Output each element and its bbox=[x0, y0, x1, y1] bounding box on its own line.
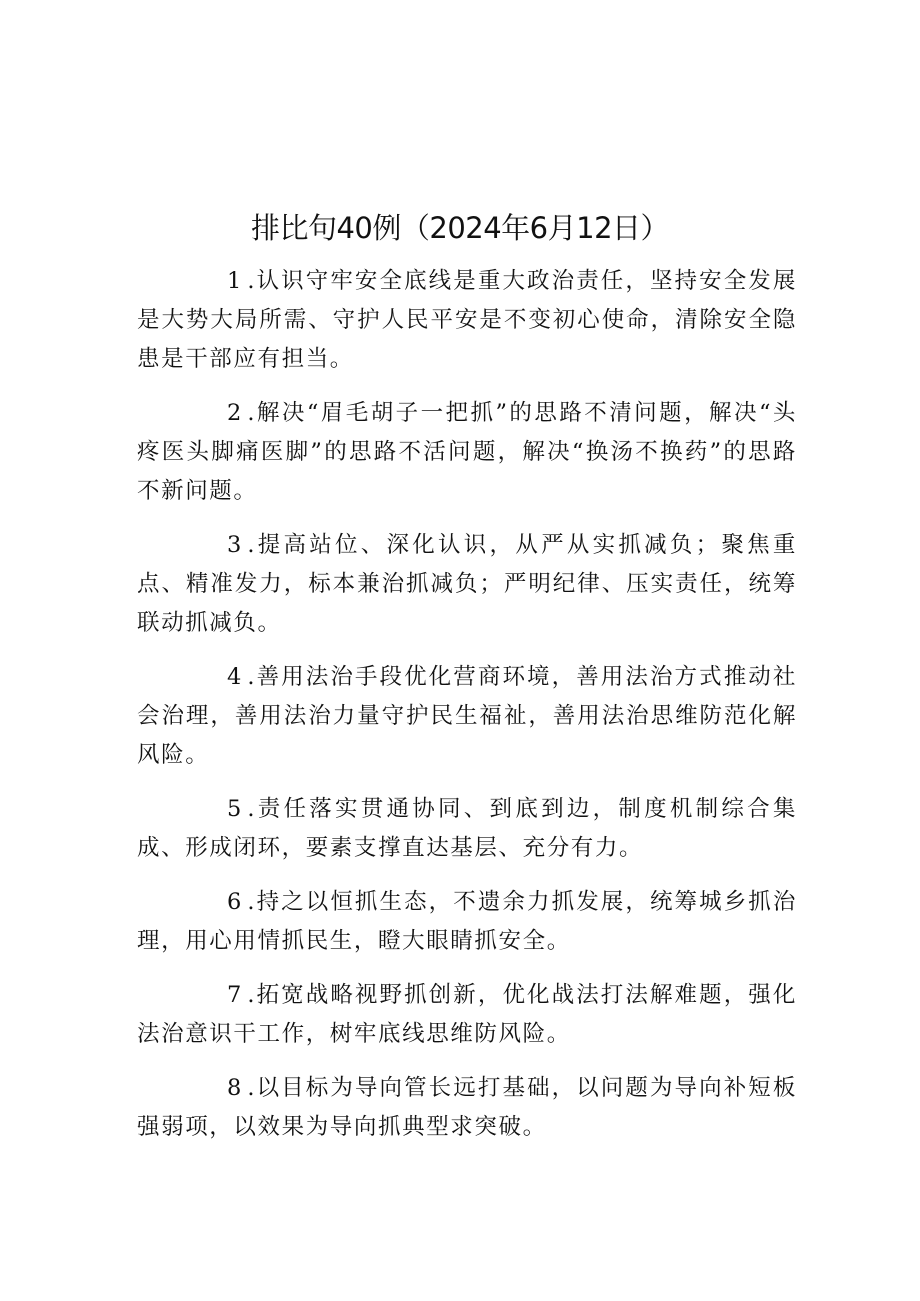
list-item bbox=[137, 262, 797, 379]
document-title: 排比句40例（2024年6月12日） bbox=[250, 211, 670, 245]
list-item bbox=[137, 976, 797, 1054]
item-text: .认识守牢安全底线是重大政治责任，坚持安全发展是大势大局所需、守护人民平安是不变初心使命，清除安全隐患是干部应有担当。 bbox=[137, 268, 797, 372]
list-item bbox=[137, 394, 797, 511]
list-item bbox=[137, 1069, 797, 1147]
item-text: .责任落实贯通协同、到底到边，制度机制综合集成、形成闭环，要素支撑直达基层、充分有力。 bbox=[137, 796, 797, 861]
item-number: 2 bbox=[227, 400, 242, 426]
item-list bbox=[137, 262, 797, 1162]
item-number: 1 bbox=[227, 268, 242, 294]
list-item bbox=[137, 883, 797, 961]
item-number: 5 bbox=[227, 796, 242, 822]
item-number: 7 bbox=[227, 982, 242, 1008]
list-item bbox=[137, 790, 797, 868]
item-number: 4 bbox=[227, 664, 242, 690]
item-number: 6 bbox=[227, 889, 242, 915]
item-text: .拓宽战略视野抓创新，优化战法打法解难题，强化法治意识干工作，树牢底线思维防风险。 bbox=[137, 982, 797, 1047]
item-text: .以目标为导向管长远打基础，以问题为导向补短板强弱项，以效果为导向抓典型求突破。 bbox=[137, 1075, 797, 1140]
item-text: .提高站位、深化认识，从严从实抓减负；聚焦重点、精准发力，标本兼治抓减负；严明纪律、压实责任，统筹联动抓减负。 bbox=[137, 532, 797, 636]
item-text: .持之以恒抓生态，不遗余力抓发展，统筹城乡抓治理，用心用情抓民生，瞪大眼睛抓安全。 bbox=[137, 889, 797, 954]
item-text: .善用法治手段优化营商环境，善用法治方式推动社会治理，善用法治力量守护民生福祉，善用法治思维防范化解风险。 bbox=[137, 664, 797, 768]
list-item bbox=[137, 658, 797, 775]
item-text: .解决“眉毛胡子一把抓”的思路不清问题，解决“头疼医头脚痛医脚”的思路不活问题，解决“换汤不换药”的思路不新问题。 bbox=[137, 400, 797, 504]
item-number: 8 bbox=[227, 1075, 242, 1101]
list-item bbox=[137, 526, 797, 643]
item-number: 3 bbox=[227, 532, 242, 558]
